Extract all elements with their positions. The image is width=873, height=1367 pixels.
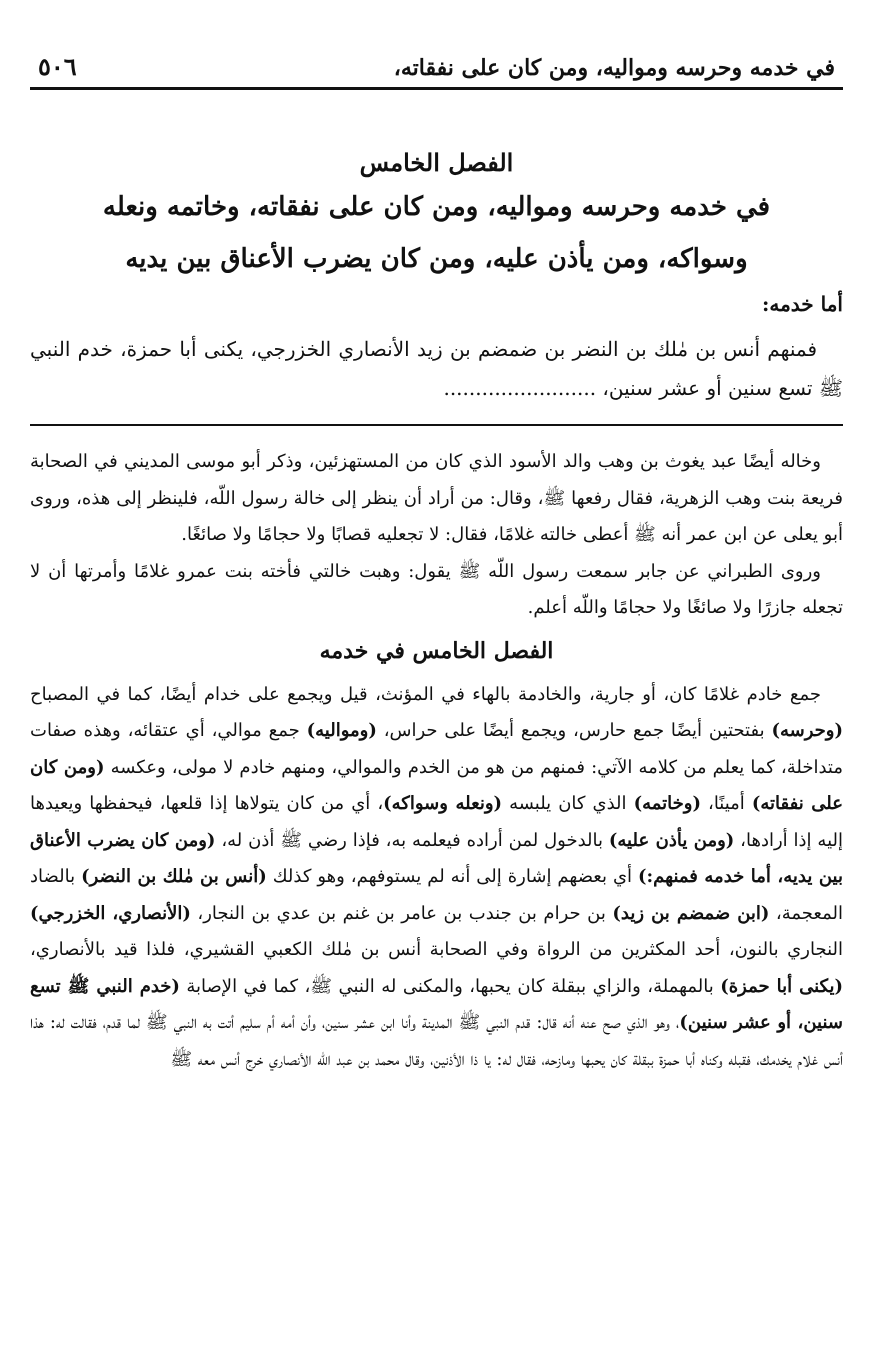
quoted-matn: (ومن يأذن عليه) [608, 829, 735, 851]
matn-subheading: أما خدمه: [761, 292, 843, 316]
separator-rule [30, 424, 843, 426]
commentary-text: ، أي من كان يتولاها إذا قلعها، فيحفظها ويعيدها إليه إذا أرادها، [30, 793, 843, 851]
commentary-text: الذي كان يلبسه [502, 793, 634, 814]
commentary-text: جمع موالي، أي عتقائه، وهذه صفات متداخلة، كما يعلم من كلامه الآتي: فمنهم من هو من الخدم والموالي، ومنهم خادم لا مولى، وعكسه [30, 720, 843, 778]
quoted-matn: (ومواليه) [306, 720, 377, 741]
commentary-text: بالدخول لمن أراده فيعلمه به، فإذا رضي ﷺ أذن له، [215, 829, 609, 851]
quoted-matn: (ومن كان على نفقاته) [30, 756, 844, 814]
quoted-matn: (وخاتمه) [633, 793, 701, 814]
commentary-text: أمينًا، [700, 793, 752, 814]
page-number: ٥٠٦ [38, 52, 77, 81]
commentary-text: بالضاد المعجمة، [30, 866, 843, 924]
matn-paragraph: فمنهم أنس بن مٰلك بن النضر بن ضمضم بن زيد الأنصاري الخزرجي، يكنى أبا حمزة، خدم النبي ﷺ تسع سنين أو عشر سنين، ........................ [30, 337, 843, 400]
commentary-text: أي بعضهم إشارة إلى أنه لم يستوفهم، وهو كذلك [266, 866, 639, 887]
chapter-title-line-1: في خدمه وحرسه ومواليه، ومن كان على نفقاته، وخاتمه ونعله [102, 192, 771, 222]
commentary-text: ، وهو الذي صح عنه أنه قال: قدم النبي ﷺ المدينة وأنا ابن عشر سنين، وأن أمه أم سليم أتت به النبي ﷺ لما قدم، فقالت له: هذا أنس غلام يخدمك، فقبله وكناه أبا حمزة ببقلة كان يحبها ومازحه، فقال له: يا ذا الأذنين، وقال محمد بن عبد اللّه الأنصاري خرج أنس معه ﷺ [30, 1012, 843, 1070]
chapter-label: الفصل الخامس [359, 148, 514, 177]
sharh-top [30, 444, 843, 627]
commentary-text: بالمهملة، والزاي ببقلة كان يحبها، والمكنى له النبي ﷺ، كما في الإصابة [179, 975, 721, 997]
matn-text [30, 285, 843, 408]
quoted-matn: (ومن كان يضرب الأعناق بين يديه، أما خدمه فمنهم:) [30, 829, 843, 887]
quoted-matn: (خدم النبي ﷺ تسع سنين، أو عشر سنين) [30, 975, 843, 1033]
commentary-text: النجاري بالنون، أحد المكثرين من الرواة وفي الصحابة أنس بن مٰلك الكعبي القشيري، فلذا قيد بالأنصاري، [30, 939, 843, 960]
quoted-matn: (أنس بن مٰلك بن النضر) [81, 866, 267, 887]
running-header [30, 40, 843, 90]
quoted-matn: (ونعله وسواكه) [383, 793, 503, 814]
sharh-top-paragraph-1: وخاله أيضًا عبد يغوث بن وهب والد الأسود الذي كان من المستهزئين، وذكر أبو موسى المديني في الصحابة فريعة بنت وهب الزهرية، فقال رفعها ﷺ، وقال: من أراد أن ينظر إلى خالة رسول اللّه، فلينظر إلى هذه، وروى أبو يعلى عن ابن عمر أنه ﷺ أعطى خالته غلامًا، فقال: لا تجعليه قصابًا ولا حجامًا ولا صائغًا. [30, 451, 843, 545]
commentary-text: بفتحتين أيضًا جمع حارس، ويجمع أيضًا على حراس، [376, 720, 772, 741]
chapter-title-line-2: وسواكه، ومن يأذن عليه، ومن كان يضرب الأعناق بين يديه [125, 244, 748, 274]
quoted-matn: (ابن ضمضم بن زيد) [612, 902, 770, 924]
quoted-matn: (وحرسه) [771, 720, 843, 741]
quoted-matn: (الأنصاري، الخزرجي) [30, 902, 191, 924]
sharh-main [30, 677, 843, 1079]
section-heading: الفصل الخامس في خدمه [319, 637, 554, 664]
commentary-text: بن حرام بن جندب بن عامر بن غنم بن عدي بن النجار، [190, 902, 613, 924]
commentary-text: جمع خادم غلامًا كان، أو جارية، والخادمة بالهاء في المؤنث، قيل ويجمع على خدام أيضًا، كما في المصباح [30, 683, 821, 705]
page [30, 40, 843, 1078]
quoted-matn: (يكنى أبا حمزة) [720, 975, 843, 997]
sharh-main-paragraph [30, 677, 843, 1079]
running-title: في خدمه وحرسه ومواليه، ومن كان على نفقاته، [393, 55, 835, 81]
chapter-title [30, 181, 843, 285]
sharh-top-paragraph-2: وروى الطبراني عن جابر سمعت رسول اللّه ﷺ يقول: وهبت خالتي فأخته بنت عمرو غلامًا وأمرتها أن لا تجعله جازرًا ولا صائغًا ولا حجامًا واللّه أعلم. [30, 560, 843, 618]
